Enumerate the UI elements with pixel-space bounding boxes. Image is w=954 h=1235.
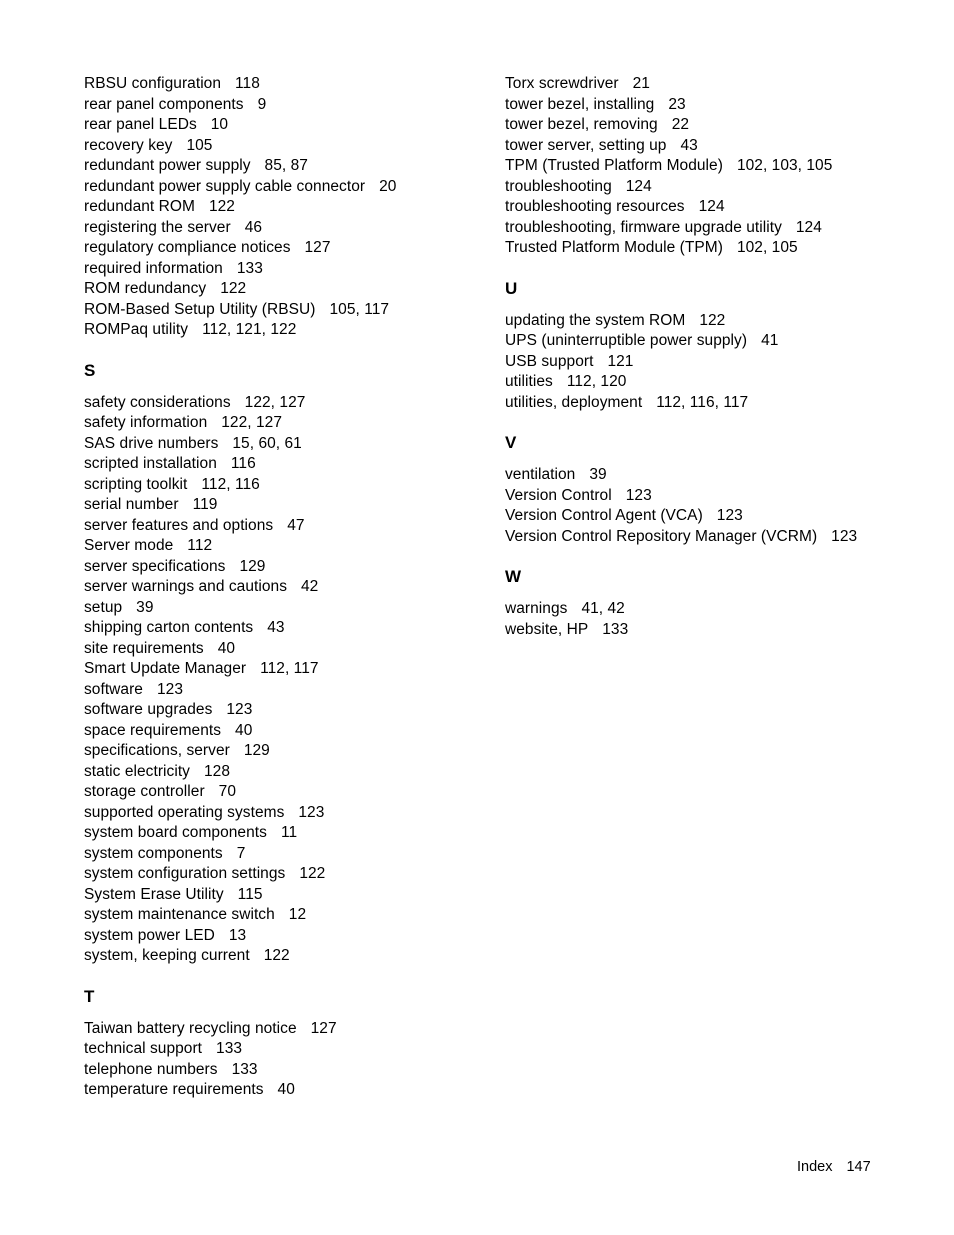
index-page-refs[interactable]: 112, 116, 117 — [656, 393, 749, 411]
index-term: serial number — [84, 496, 179, 513]
index-entry — [505, 599, 925, 620]
index-entry — [84, 639, 504, 660]
index-term: safety considerations — [84, 393, 231, 411]
index-entry — [84, 844, 504, 865]
index-page-refs[interactable]: 112, 120 — [566, 373, 627, 390]
footer-section-label: Index — [797, 1159, 833, 1175]
index-term: system maintenance switch — [84, 906, 275, 923]
index-entry — [84, 1039, 504, 1060]
index-entry — [84, 864, 504, 885]
index-page-refs[interactable]: 12 — [288, 906, 307, 923]
index-page-refs[interactable]: 23 — [668, 95, 686, 113]
index-term: TPM (Trusted Platform Module) — [505, 157, 723, 174]
index-term: system configuration settings — [84, 865, 286, 882]
index-entry — [84, 823, 504, 844]
index-entry — [84, 905, 504, 926]
index-term: SAS drive numbers — [84, 434, 219, 452]
index-page-refs[interactable]: 22 — [671, 116, 690, 133]
index-page-refs[interactable]: 41, 42 — [581, 600, 625, 617]
index-term: temperature requirements — [84, 1081, 264, 1098]
index-term: Version Control Repository Manager (VCRM) — [505, 527, 818, 545]
index-term: troubleshooting resources — [505, 198, 685, 215]
index-term: Smart Update Manager — [84, 660, 247, 677]
index-page-refs[interactable]: 116 — [230, 455, 256, 472]
index-term: UPS (uninterruptible power supply) — [505, 332, 748, 349]
index-entry — [84, 618, 504, 639]
index-entry — [505, 95, 925, 116]
index-term: ROM-Based Setup Utility (RBSU) — [84, 300, 316, 318]
index-entry — [505, 393, 925, 414]
index-term: utilities, deployment — [505, 393, 643, 411]
index-page-refs[interactable]: 133 — [231, 1060, 258, 1078]
index-page-refs[interactable]: 39 — [589, 466, 607, 483]
index-page-refs[interactable]: 123 — [226, 701, 253, 718]
index-page-refs[interactable]: 47 — [287, 516, 305, 534]
index-term: space requirements — [84, 721, 222, 739]
index-term: ROM redundancy — [84, 280, 207, 297]
index-entry — [84, 393, 504, 414]
page-footer — [797, 1157, 871, 1177]
index-entry — [84, 598, 504, 619]
index-page-refs[interactable]: 133 — [602, 620, 629, 638]
index-term: regulatory compliance notices — [84, 239, 291, 256]
index-page-refs[interactable]: 123 — [156, 680, 183, 698]
index-term: technical support — [84, 1040, 203, 1057]
index-entry — [84, 1019, 504, 1040]
index-term: ventilation — [505, 466, 576, 483]
index-page-refs[interactable]: 46 — [244, 218, 263, 236]
index-term: safety information — [84, 414, 208, 431]
index-entry — [84, 536, 504, 557]
index-term: updating the system ROM — [505, 311, 686, 329]
index-entry — [84, 413, 504, 434]
index-entry — [84, 238, 504, 259]
index-term: telephone numbers — [84, 1060, 218, 1078]
index-entry — [84, 680, 504, 701]
index-term: System Erase Utility — [84, 885, 224, 903]
index-term: server features and options — [84, 516, 274, 534]
index-entry — [84, 926, 504, 947]
index-page-refs[interactable]: 123 — [831, 527, 858, 545]
index-entry — [505, 136, 925, 157]
index-entry — [84, 454, 504, 475]
index-term: storage controller — [84, 783, 205, 800]
index-entry — [84, 577, 504, 598]
index-term: system power LED — [84, 926, 215, 944]
index-term: system board components — [84, 824, 267, 841]
index-entry — [84, 156, 504, 177]
index-entry — [84, 95, 504, 116]
index-term: system components — [84, 844, 223, 862]
index-page-refs[interactable]: 133 — [216, 1040, 243, 1057]
index-entry — [505, 238, 925, 259]
index-entry — [84, 495, 504, 516]
index-column-left — [84, 74, 504, 1101]
index-page-refs[interactable]: 102, 105 — [736, 239, 798, 256]
index-page-refs[interactable]: 13 — [228, 926, 247, 944]
index-entry — [505, 620, 925, 641]
index-letter-heading: S — [84, 360, 96, 380]
index-entry — [84, 74, 504, 95]
index-term: Version Control Agent (VCA) — [505, 507, 703, 524]
index-term: system, keeping current — [84, 947, 250, 964]
index-page-refs[interactable]: 119 — [192, 496, 218, 513]
index-entry — [84, 197, 504, 218]
index-page-refs[interactable]: 21 — [632, 75, 650, 92]
index-entry — [505, 352, 925, 373]
index-page-refs[interactable]: 127 — [304, 239, 331, 256]
index-entry — [84, 115, 504, 136]
index-page-refs[interactable]: 115 — [237, 885, 263, 903]
index-letter-heading: U — [505, 278, 518, 298]
index-entry — [505, 177, 925, 198]
index-page-refs[interactable]: 40 — [217, 639, 236, 657]
index-term: USB support — [505, 352, 594, 370]
index-term: required information — [84, 259, 223, 277]
index-page-refs[interactable]: 112 — [187, 537, 213, 554]
index-term: troubleshooting — [505, 177, 612, 195]
index-page-refs[interactable]: 123 — [298, 803, 325, 821]
index-page-refs[interactable]: 15, 60, 61 — [232, 434, 302, 452]
index-entry — [84, 300, 504, 321]
index-term: scripted installation — [84, 455, 217, 472]
index-page-refs[interactable]: 112, 116 — [201, 475, 260, 493]
index-entry — [84, 700, 504, 721]
index-term: server warnings and cautions — [84, 578, 288, 595]
index-page-refs[interactable]: 40 — [277, 1081, 295, 1098]
index-page-refs[interactable]: 118 — [235, 75, 260, 92]
index-page-refs[interactable]: 85, 87 — [264, 157, 308, 174]
index-entry — [505, 115, 925, 136]
index-page-refs[interactable]: 127 — [310, 1019, 337, 1037]
index-term: static electricity — [84, 762, 190, 780]
footer-page-number: 147 — [846, 1159, 871, 1175]
index-letter-heading: V — [505, 433, 517, 452]
index-term: server specifications — [84, 557, 226, 575]
index-page-refs[interactable]: 123 — [716, 507, 743, 524]
index-page-refs[interactable]: 129 — [239, 557, 266, 575]
index-term: Version Control — [505, 486, 612, 504]
index-term: Torx screwdriver — [505, 75, 619, 92]
index-entry — [84, 516, 504, 537]
index-entry — [84, 1080, 504, 1101]
index-entry — [84, 475, 504, 496]
index-entry — [84, 320, 504, 341]
index-entry — [505, 156, 925, 177]
index-page-refs[interactable]: 112, 117 — [260, 660, 319, 677]
index-page-refs[interactable]: 43 — [267, 619, 285, 636]
index-term: Trusted Platform Module (TPM) — [505, 239, 723, 256]
index-term: recovery key — [84, 136, 173, 154]
index-page-refs[interactable]: 105 — [186, 136, 213, 154]
index-term: software — [84, 680, 143, 698]
index-entry — [84, 762, 504, 783]
index-entry — [84, 741, 504, 762]
index-page-refs[interactable]: 122 — [208, 198, 235, 215]
index-entry — [84, 803, 504, 824]
index-page-refs[interactable]: 40 — [235, 721, 253, 739]
index-page-refs[interactable]: 122 — [299, 865, 326, 882]
index-term: redundant power supply cable connector — [84, 177, 366, 195]
index-term: redundant ROM — [84, 198, 195, 215]
index-term: rear panel components — [84, 95, 244, 113]
index-page-refs[interactable]: 122, 127 — [221, 414, 282, 431]
index-page-refs[interactable]: 124 — [698, 198, 725, 215]
index-page-refs[interactable]: 102, 103, 105 — [736, 157, 833, 174]
index-page-refs[interactable]: 129 — [243, 742, 270, 759]
index-term: tower bezel, removing — [505, 116, 658, 133]
index-entry — [505, 218, 925, 239]
index-term: Taiwan battery recycling notice — [84, 1019, 297, 1037]
index-entry — [84, 279, 504, 300]
index-page-refs[interactable]: 122 — [263, 947, 290, 964]
index-entry — [84, 259, 504, 280]
index-entry — [84, 782, 504, 803]
index-page-refs[interactable]: 112, 121, 122 — [202, 321, 297, 338]
index-entry — [84, 434, 504, 455]
index-term: warnings — [505, 600, 568, 617]
index-entry — [84, 946, 504, 967]
index-page-refs[interactable]: 122 — [699, 311, 726, 329]
index-entry — [505, 311, 925, 332]
index-term: troubleshooting, firmware upgrade utility — [505, 218, 782, 236]
index-page-refs[interactable]: 122 — [220, 280, 247, 297]
index-page-refs[interactable]: 11 — [280, 824, 298, 841]
index-term: site requirements — [84, 639, 204, 657]
index-term: ROMPaq utility — [84, 321, 189, 338]
index-term: shipping carton contents — [84, 619, 254, 636]
index-entry — [84, 136, 504, 157]
index-entry — [84, 721, 504, 742]
index-term: RBSU configuration — [84, 75, 222, 92]
index-page-refs[interactable]: 124 — [625, 177, 652, 195]
index-page-refs[interactable]: 105, 117 — [329, 300, 390, 318]
index-page-refs[interactable]: 41 — [761, 332, 779, 349]
index-term: redundant power supply — [84, 157, 251, 174]
index-column-right — [505, 74, 925, 640]
index-term: specifications, server — [84, 742, 230, 759]
index-page-refs[interactable]: 122, 127 — [244, 393, 306, 411]
index-page-refs[interactable]: 124 — [795, 218, 822, 236]
index-page-refs[interactable]: 43 — [680, 136, 698, 154]
index-term: rear panel LEDs — [84, 116, 197, 133]
index-entry — [84, 885, 504, 906]
index-page-refs[interactable]: 70 — [218, 783, 236, 800]
index-entry — [84, 659, 504, 680]
index-entry — [84, 218, 504, 239]
index-page-refs[interactable]: 20 — [379, 177, 397, 195]
index-entry — [84, 557, 504, 578]
index-page-refs[interactable]: 133 — [236, 259, 263, 277]
index-entry — [505, 331, 925, 352]
index-page-refs[interactable]: 7 — [236, 844, 246, 862]
index-letter-heading: W — [505, 567, 522, 586]
index-term: tower server, setting up — [505, 136, 667, 154]
index-term: software upgrades — [84, 701, 213, 718]
index-page-refs[interactable]: 123 — [625, 486, 652, 504]
index-entry — [84, 1060, 504, 1081]
index-page-refs[interactable]: 9 — [257, 95, 267, 113]
index-entry — [505, 506, 925, 527]
index-page-refs[interactable]: 10 — [210, 116, 229, 133]
index-entry — [505, 197, 925, 218]
index-term: tower bezel, installing — [505, 95, 655, 113]
index-page-refs[interactable]: 128 — [203, 762, 230, 780]
index-term: setup — [84, 598, 123, 616]
index-entry — [505, 465, 925, 486]
index-term: registering the server — [84, 218, 231, 236]
index-entry — [505, 486, 925, 507]
index-term: Server mode — [84, 537, 174, 554]
index-term: scripting toolkit — [84, 475, 188, 493]
index-entry — [505, 527, 925, 548]
index-term: utilities — [505, 373, 553, 390]
index-term: website, HP — [505, 620, 589, 638]
index-page-refs[interactable]: 39 — [136, 598, 154, 616]
index-page-refs[interactable]: 121 — [607, 352, 634, 370]
index-entry — [84, 177, 504, 198]
index-term: supported operating systems — [84, 803, 285, 821]
index-entry — [505, 74, 925, 95]
index-page-refs[interactable]: 42 — [301, 578, 319, 595]
index-entry — [505, 372, 925, 393]
index-letter-heading: T — [84, 986, 95, 1006]
